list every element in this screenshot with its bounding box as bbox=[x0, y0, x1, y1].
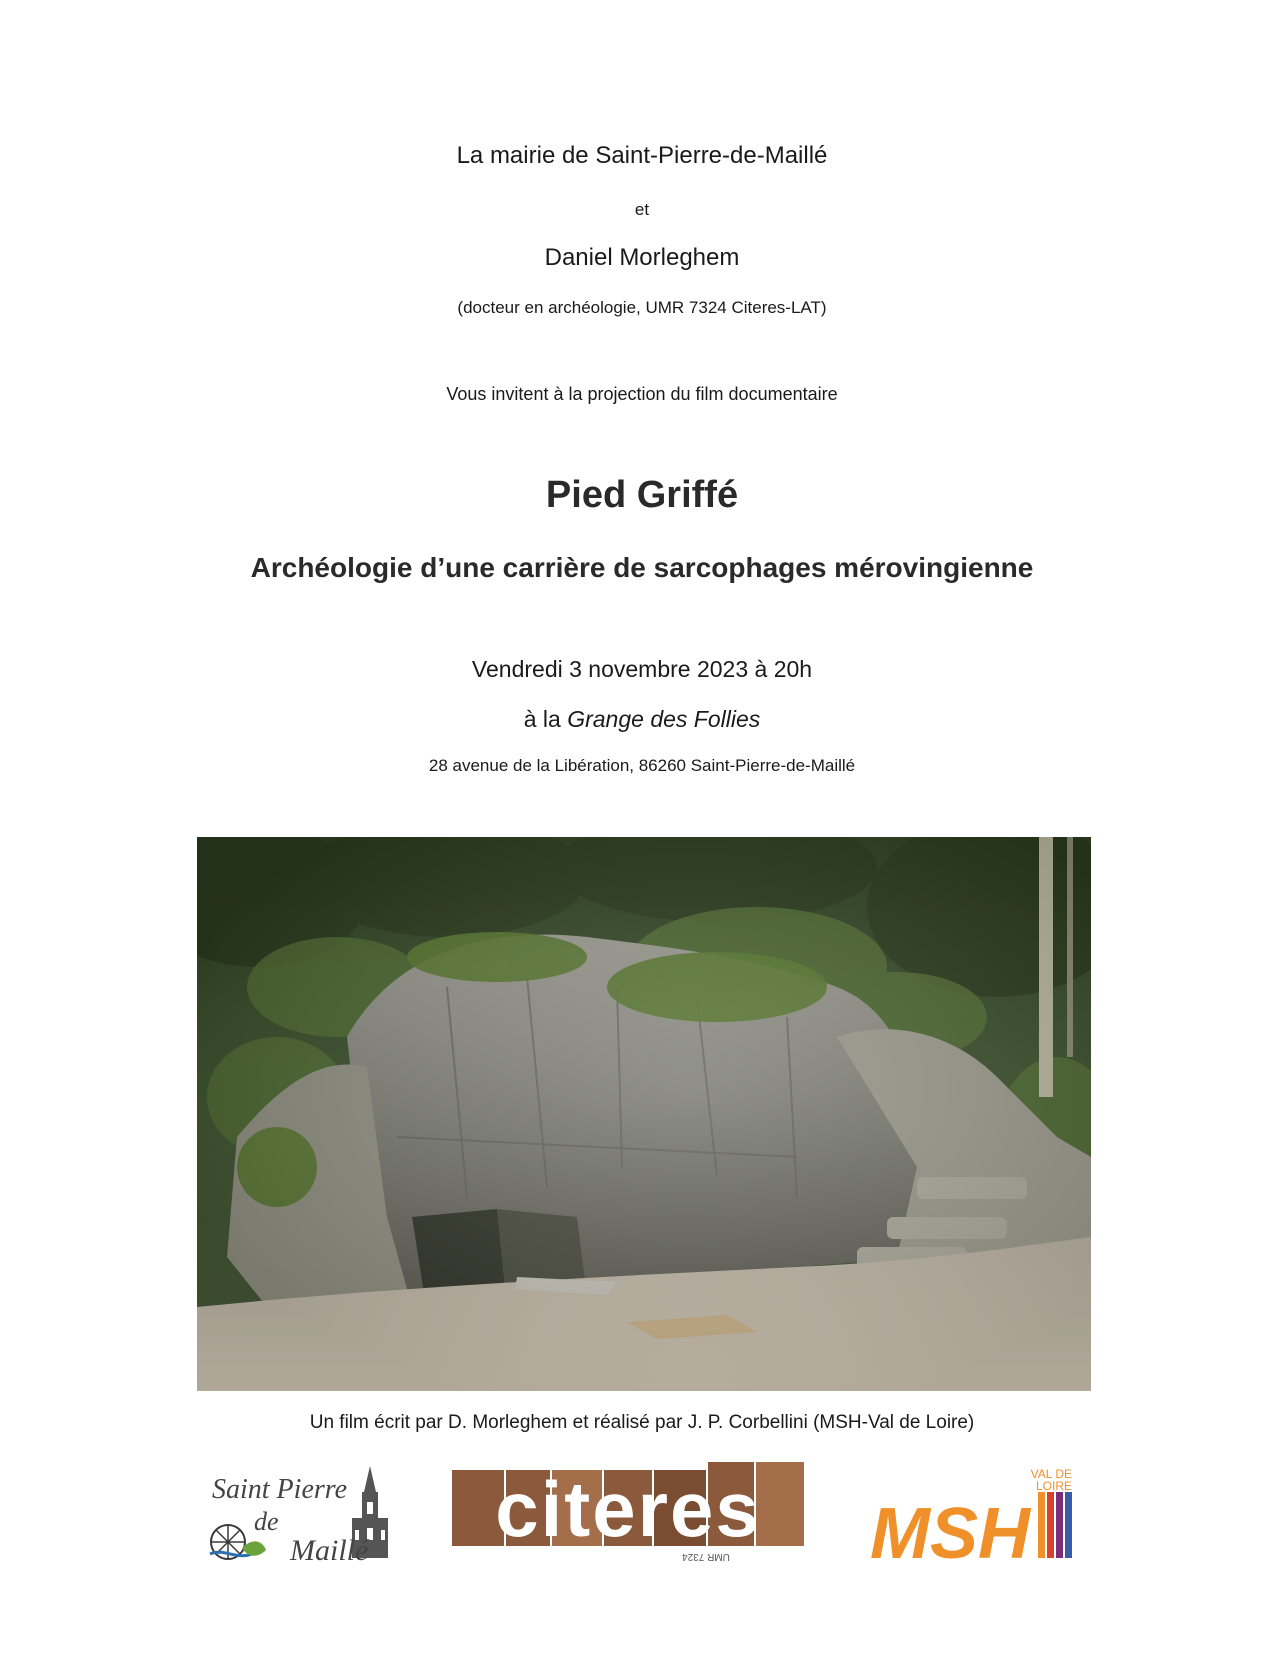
msh-val-de-loire-logo bbox=[870, 1466, 1076, 1562]
invitation-line: Vous invitent à la projection du film documentaire bbox=[446, 384, 838, 404]
film-subtitle: Archéologie d’une carrière de sarcophages mérovingienne bbox=[250, 552, 1034, 583]
event-date: Vendredi 3 novembre 2023 à 20h bbox=[471, 656, 813, 682]
spm-logo-line3: Maillé bbox=[290, 1534, 369, 1566]
citeres-logo bbox=[452, 1462, 804, 1566]
event-address: 28 avenue de la Libération, 86260 Saint-Pierre-de-Maillé bbox=[428, 756, 856, 775]
saint-pierre-de-maille-logo bbox=[202, 1458, 404, 1566]
msh-logo-tag2: LOIRE bbox=[1035, 1479, 1072, 1493]
person-credentials: (docteur en archéologie, UMR 7324 Citeres-LAT) bbox=[457, 298, 827, 317]
citeres-logo-text: citeres bbox=[495, 1465, 761, 1553]
person-name: Daniel Morleghem bbox=[544, 244, 740, 271]
organizer-line: La mairie de Saint-Pierre-de-Maillé bbox=[456, 142, 828, 169]
msh-logo-tag1: VAL DE bbox=[1030, 1467, 1072, 1481]
quarry-photo bbox=[197, 837, 1091, 1391]
film-credits: Un film écrit par D. Morleghem et réalisé par J. P. Corbellini (MSH-Val de Loire) bbox=[309, 1412, 975, 1433]
conjunction-line: et bbox=[634, 200, 650, 219]
msh-logo-text: MSH bbox=[870, 1494, 1030, 1562]
film-title: Pied Griffé bbox=[545, 474, 739, 516]
spm-logo-line2: de bbox=[254, 1507, 279, 1536]
event-venue bbox=[0, 706, 1284, 733]
spm-logo-line1: Saint Pierre bbox=[212, 1474, 348, 1505]
citeres-logo-tagline: UMR 7324 bbox=[682, 1551, 730, 1562]
venue-prefix: à la bbox=[523, 706, 561, 732]
venue-name: Grange des Follies bbox=[567, 706, 761, 732]
